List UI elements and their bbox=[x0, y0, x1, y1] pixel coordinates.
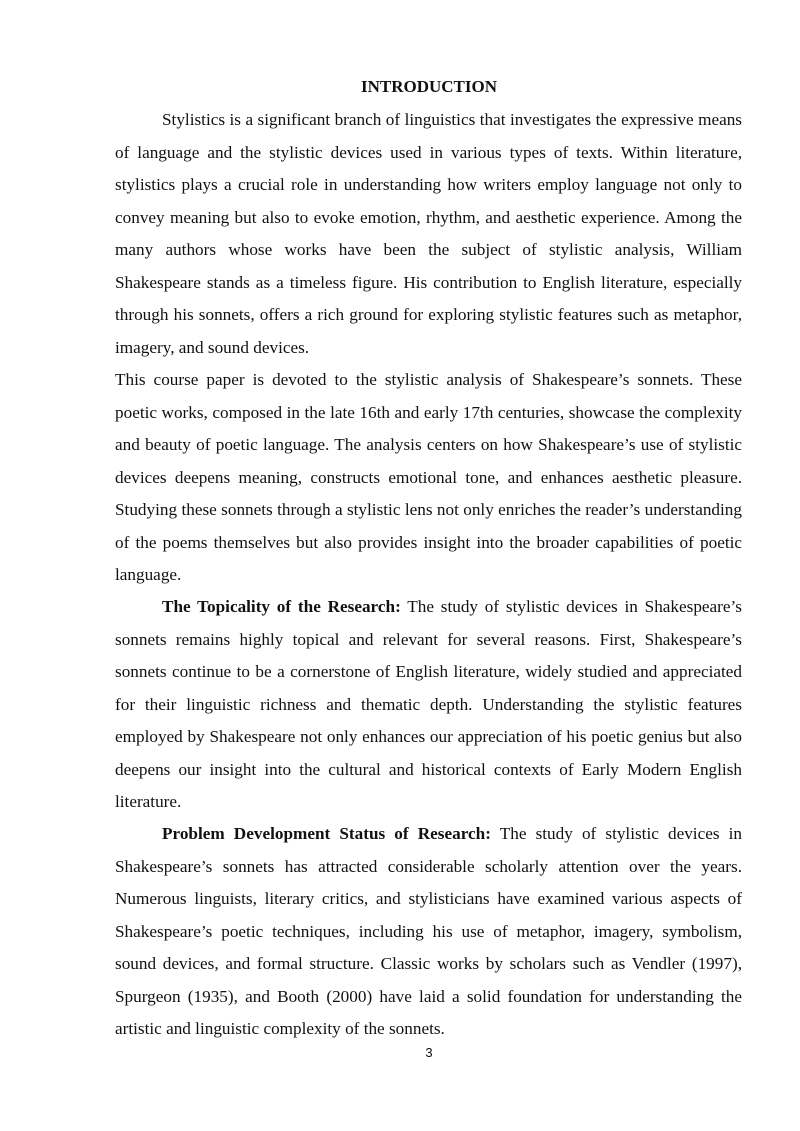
problem-development-text: The study of stylistic devices in Shakespeare’s sonnets has attracted considerable scholarly attention over the years. Numerous linguists, literary critics, and stylisticians have examined various aspects of Shakespeare’s poetic techniques, including his use of metaphor, imagery, symbolism, sound devices, and formal structure. Classic works by scholars such as Vendler (1997), Spurgeon (1935), and Booth (2000) have laid a solid foundation for understanding the artistic and linguistic complexity of the sonnets. bbox=[115, 824, 742, 1038]
intro-paragraph: Stylistics is a significant branch of linguistics that investigates the expressive means of language and the stylistic devices used in various types of texts. Within literature, stylistics plays a crucial role in understanding how writers employ language not only to convey meaning but also to evoke emotion, rhythm, and aesthetic experience. Among the many authors whose works have been the subject of stylistic analysis, William Shakespeare stands as a timeless figure. His contribution to English literature, especially through his sonnets, offers a rich ground for exploring stylistic features such as metaphor, imagery, and sound devices. bbox=[115, 110, 742, 357]
problem-development-paragraph bbox=[115, 818, 742, 1046]
topicality-heading: The Topicality of the Research: bbox=[162, 597, 401, 616]
topicality-text: The study of stylistic devices in Shakespeare’s sonnets remains highly topical and relevant for several reasons. First, Shakespeare’s sonnets continue to be a cornerstone of English literature, widely studied and appreciated for their linguistic richness and thematic depth. Understanding the stylistic features employed by Shakespeare not only enhances our appreciation of his poetic genius but also deepens our insight into the cultural and historical contexts of Early Modern English literature. bbox=[115, 597, 742, 811]
problem-development-heading: Problem Development Status of Research: bbox=[162, 824, 491, 843]
page-number: 3 bbox=[425, 1045, 433, 1060]
topicality-paragraph bbox=[115, 591, 742, 819]
section-heading: INTRODUCTION bbox=[360, 77, 498, 96]
course-paper-paragraph: This course paper is devoted to the stylistic analysis of Shakespeare’s sonnets. These poetic works, composed in the late 16th and early 17th centuries, showcase the complexity and beauty of poetic language. The analysis centers on how Shakespeare’s use of stylistic devices deepens meaning, constructs emotional tone, and enhances aesthetic pleasure. Studying these sonnets through a stylistic lens not only enriches the reader’s understanding of the poems themselves but also provides insight into the broader capabilities of poetic language. bbox=[115, 370, 742, 584]
